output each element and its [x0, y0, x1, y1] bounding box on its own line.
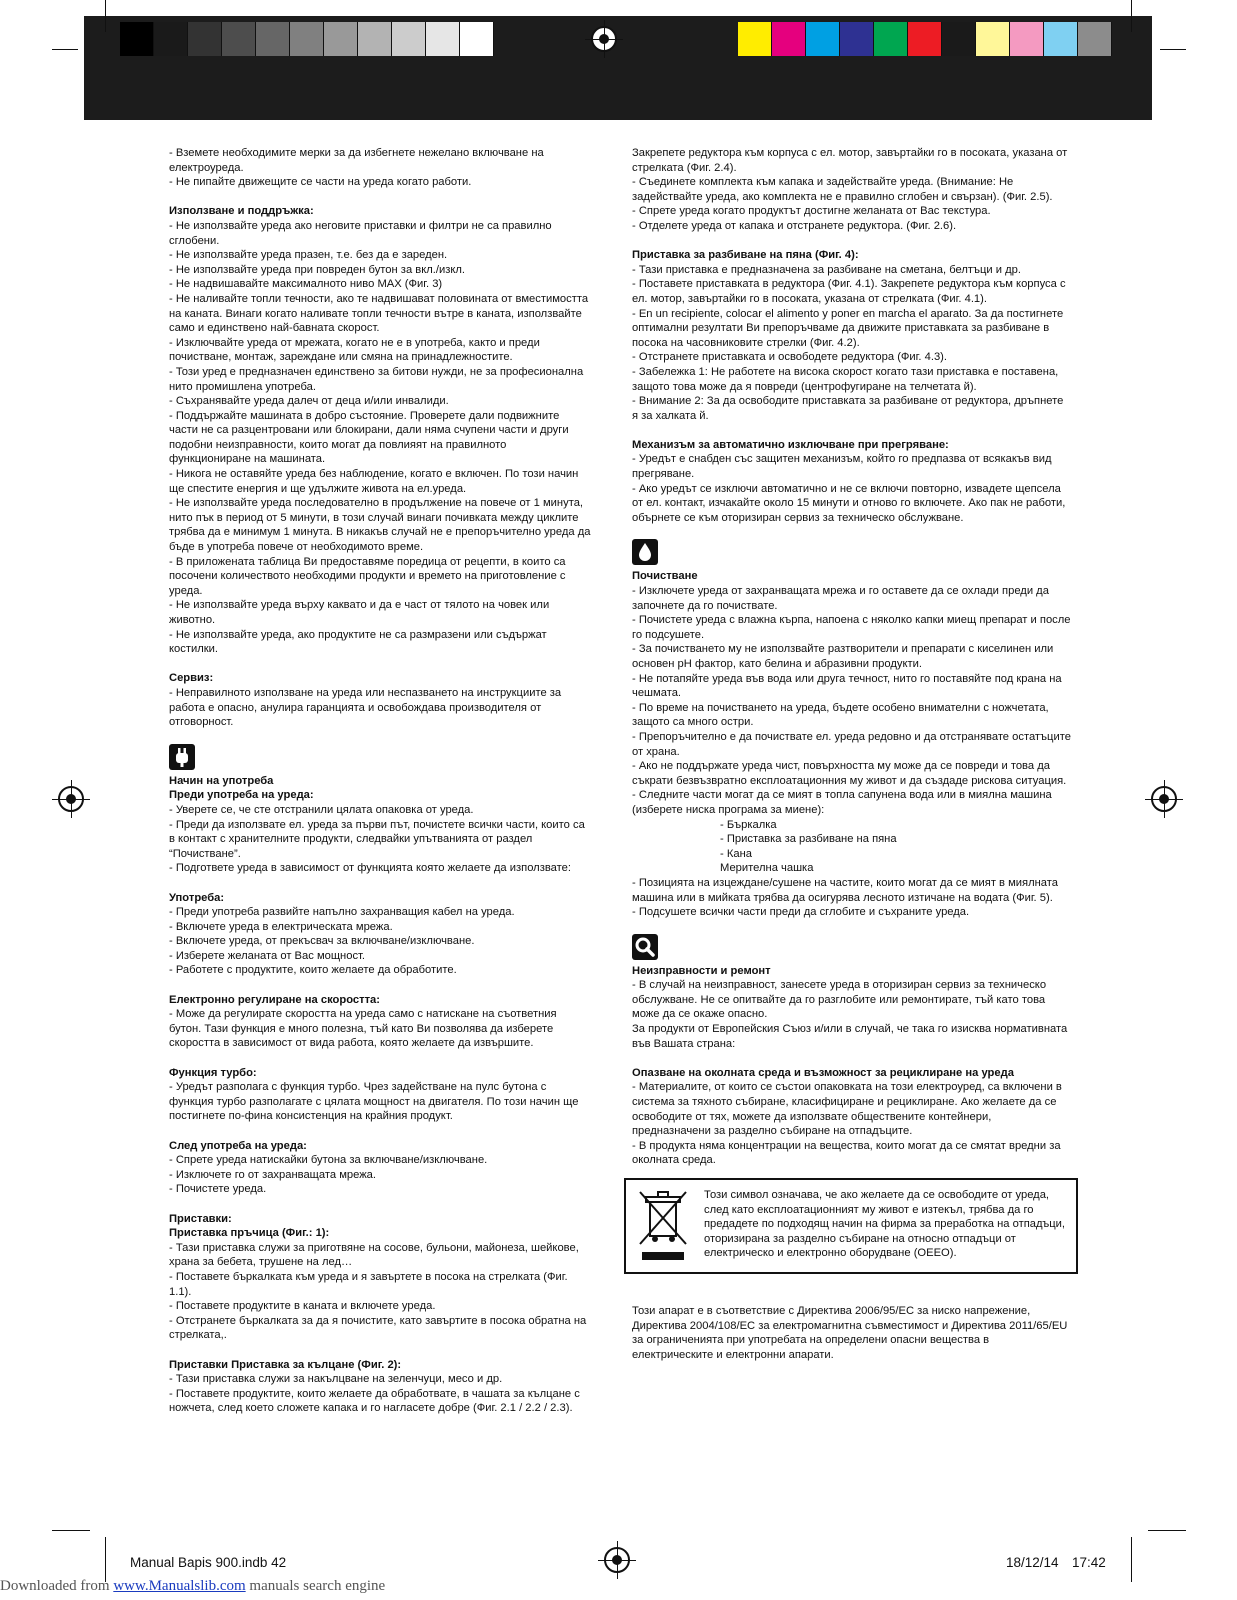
paragraph: - Изключете уреда от захранващата мрежа и го оставете да се охлади преди да започнете да го почиствате. — [632, 585, 1049, 612]
paragraph: - Може да регулирате скоростта на уреда само с натискане на съответния бутон. Тази функция е много полезна, тъй като Ви позволява да изберете скоростта в зависимост от вида работа, която желаете да извършите. — [169, 1008, 557, 1050]
paragraph: - Не наливайте топли течности, ако те надвишават половината от вместимостта на каната. Винаги когато наливате топли течности вътре в каната, използвайте само и единствено най-бавната скорост. — [169, 292, 589, 335]
paragraph: - Не използвайте уреда, ако продуктите не са размразени или съдържат костилки. — [169, 628, 547, 656]
color-swatch — [942, 22, 976, 56]
paragraph: - Изберете желаната от Вас мощност. — [169, 949, 366, 962]
paragraph: - В приложената таблица Ви предоставяме поредица от рецепти, в които са посочени количеството необходими продукти и времето на приготовление с уреда. — [169, 555, 566, 597]
paragraph: - Подгответе уреда в зависимост от функцията която желаете да използвате: — [169, 862, 571, 875]
paragraph: - Включете уреда в електрическата мрежа. — [169, 920, 393, 933]
section-heading: Електронно регулиране на скоростта: — [169, 993, 381, 1006]
paragraph: - Уверете се, че сте отстранили цялата опаковка от уреда. — [169, 803, 474, 816]
paragraph: - Преди употреба развийте напълно захранващия кабел на уреда. — [169, 906, 515, 919]
section-heading: Приставки: — [169, 1212, 232, 1225]
paragraph: - Изключвайте уреда от мрежата, когато не е в употреба, както и преди почистване, монтаж, зареждане или смяна на принадлежностите. — [169, 336, 540, 364]
section-heading: След употреба на уреда: — [169, 1139, 307, 1152]
paragraph: - Никога не оставяйте уреда без наблюдение, когато е включен. По този начин ще спестите енергия и ще удължите живота на ел.уреда. — [169, 468, 579, 495]
paragraph: - Отстранете бъркалката за да я почистите, като завъртите в посока обратна на стрелката,. — [169, 1314, 587, 1342]
paragraph: - Не използвайте уреда последователно в продължение на повече от 1 минута, нито пък в период от 5 минути, в този случай винаги почивката между циклите трябва да е минимум 1 минута. В никакъв случай не е препоръчително уреда да бъде в употреба повече от необходимото време. — [169, 497, 591, 554]
section-heading: Опазване на околната среда и възможност за рециклиране на уреда — [632, 1066, 1014, 1079]
paragraph: - Внимание 2: За да освободите приставката за разбиване от редуктора, дръпнете я за халката й. — [632, 395, 1064, 422]
crop-mark — [1148, 1530, 1186, 1531]
paragraph: - Не използвайте уреда върху каквато и да е част от тялото на човек или животно. — [169, 599, 550, 626]
crop-mark — [1131, 0, 1132, 32]
manualslib-link[interactable]: www.Manualslib.com — [113, 1578, 246, 1594]
paragraph: - Уредът е снабден със защитен механизъм, който го предпазва от всякакъв вид прегряване. — [632, 453, 1052, 481]
wrench-icon — [632, 934, 658, 960]
color-swatch — [874, 22, 908, 56]
paragraph: - Вземете необходимите мерки за да избегнете нежелано включване на електроуреда. — [169, 147, 544, 174]
color-swatch — [772, 22, 806, 56]
paragraph: - Спрете уреда когато продуктът достигне желаната от Вас текстура. — [632, 205, 991, 218]
paragraph: - Включете уреда, от прекъсвач за включване/изключване. — [169, 935, 475, 948]
paragraph: - Този уред е предназначен единствено за битови нужди, не за професионална нито промишлена употреба. — [169, 365, 584, 393]
color-swatch — [188, 22, 222, 56]
color-swatch — [840, 22, 874, 56]
color-swatch — [256, 22, 290, 56]
section-heading: Използване и поддръжка: — [169, 205, 314, 218]
paragraph: - Не потапяйте уреда във вода или друга течност, нито го поставяйте под крана на чешмата. — [632, 672, 1062, 700]
paragraph: - Поставете продуктите в каната и включете уреда. — [169, 1300, 436, 1313]
paragraph: - Забележка 1: Не работете на висока скорост когато тази приставка е поставена, защото това може да я повреди (центрофугиране на телчетата й). — [632, 365, 1059, 393]
registration-mark-icon — [604, 1547, 630, 1573]
paragraph: - В продукта няма концентрации на вещества, които могат да се смятат вредни за околната среда. — [632, 1139, 1061, 1167]
paragraph: - Не използвайте уреда ако неговите приставки и филтри не са правилно сглобени. — [169, 219, 552, 247]
paragraph: - Не пипайте движещите се части на уреда когато работи. — [169, 176, 472, 189]
paragraph: - Отстранете приставката и освободете редуктора (Фиг. 4.3). — [632, 351, 947, 364]
water-drop-icon — [632, 539, 658, 565]
color-swatch — [324, 22, 358, 56]
section-heading: Начин на употреба — [169, 774, 274, 787]
registration-mark-icon — [1151, 786, 1177, 812]
footer-time: 17:42 — [1072, 1555, 1106, 1570]
download-suffix: manuals search engine — [245, 1578, 386, 1594]
indented-list-item: - Приставка за разбиване на пяна — [720, 833, 897, 846]
paragraph: За продукти от Европейския Съюз и/или в случай, че така го изисква нормативната във Вашата страна: — [632, 1023, 1068, 1050]
paragraph: - Позицията на изцеждане/сушене на частите, които могат да се мият в миялната машина или в мийката трябва да осигурява лесното изтичане на водата (Фиг. 5). — [632, 876, 1058, 904]
crop-mark — [52, 49, 78, 50]
color-swatch — [154, 22, 188, 56]
paragraph: - Отделете уреда от капака и отстранете редуктора. (Фиг. 2.6). — [632, 219, 957, 232]
gray-swatch-strip — [120, 22, 494, 56]
crop-mark — [1131, 1537, 1132, 1582]
color-swatch — [460, 22, 494, 56]
section-heading: Приставка за разбиване на пяна (Фиг. 4): — [632, 249, 859, 262]
paragraph: - Ако не поддържате уреда чист, повърхността му може да се повреди и това да съкрати безвъзвратно експлоатационния му живот и да създаде рискова ситуация. — [632, 760, 1067, 787]
paragraph: - Почистете уреда. — [169, 1183, 267, 1196]
indented-list-item: - Бъркалка — [720, 818, 777, 831]
paragraph: - Подсушете всички части преди да сглобите и съхраните уреда. — [632, 906, 970, 919]
paragraph: - Почистете уреда с влажна кърпа, напоена с няколко капки миещ препарат и после го подсушете. — [632, 614, 1071, 641]
paragraph: - Ако уредът се изключи автоматично и не се включи повторно, извадете щепсела от ел. контакт, изчакайте около 15 минути и отново го включете. Ако пак не работи, обърнете се към оторизиран сервиз за техническо обслужване. — [632, 482, 1066, 524]
section-heading: Механизъм за автоматично изключване при прегряване: — [632, 438, 949, 451]
paragraph: - Тази приставка е предназначена за разбиване на сметана, белтъци и др. — [632, 263, 1021, 276]
right-text-flow — [632, 146, 1072, 1168]
color-swatch — [120, 22, 154, 56]
color-swatch — [1044, 22, 1078, 56]
color-swatch — [738, 22, 772, 56]
paragraph: - Съединете комплекта към капака и задействайте уреда. (Внимание: Не задействайте уреда, ако комплекта не е правилно сглобен и свързан). (Фиг. 2.5). — [632, 176, 1053, 203]
crop-mark — [1160, 49, 1186, 50]
color-swatch — [908, 22, 942, 56]
color-swatch — [806, 22, 840, 56]
color-swatch — [358, 22, 392, 56]
paragraph: - По време на почистването на уреда, бъдете особено внимателни с ножчетата, защото са много остри. — [632, 701, 1049, 729]
paragraph: - Следните части могат да се мият в топла сапунена вода или в миялна машина (изберете ниска програма за миене): — [632, 789, 1052, 816]
paragraph: - Поддържайте машината в добро състояние. Проверете дали подвижните части не са разцентровани или блокирани, дали няма счупени части и други подобни неизправности, които могат да повлияят на правилното функциониране на машината. — [169, 409, 569, 466]
paragraph: - В случай на неизправност, занесете уреда в оторизиран сервиз за техническо обслужване. Не се опитвайте да го разглобите или ремонтирате, тъй като това може да се окаже опасно. — [632, 979, 1047, 1021]
weee-notice-box — [624, 1178, 1078, 1274]
paragraph: - Работете с продуктите, които желаете да обработите. — [169, 964, 457, 977]
color-swatch-strip — [738, 22, 1112, 56]
section-heading: Преди употреба на уреда: — [169, 789, 314, 802]
color-swatch — [290, 22, 324, 56]
section-heading: Сервиз: — [169, 672, 214, 685]
paragraph: - Неправилното използване на уреда или неспазването на инструкциите за работа е опасно, анулира гаранцията и освобождава производителя от отговорност. — [169, 686, 562, 729]
indented-list-item: - Кана — [720, 847, 752, 860]
right-text-column — [632, 146, 1072, 1362]
registration-mark-icon — [58, 786, 84, 812]
color-swatch — [976, 22, 1010, 56]
compliance-text: Този апарат е в съответствие с Директива 2006/95/ЕС за ниско напрежение, Директива 2004/108/ЕС за електромагнитна съвместимост и Директива 2011/65/EU за ограниченията при употребата на определени опасни вещества в електрическите и електронни апарати. — [632, 1305, 1068, 1361]
paragraph: - Изключете го от захранващата мрежа. — [169, 1168, 377, 1181]
paragraph: - Не надвишавайте максималното ниво MAX (Фиг. 3) — [169, 278, 443, 291]
paragraph: - Поставете продуктите, които желаете да обработвате, в чашата за кълцане с ножчета, след което сложете капака и го нагласете добре (Фиг. 2.1 / 2.2 / 2.3). — [169, 1387, 580, 1415]
section-heading: Функция турбо: — [169, 1066, 257, 1079]
crossed-bin-icon — [636, 1188, 692, 1264]
paragraph: - Уредът разполага с функция турбо. Чрез задействане на пулс бутона с функция турбо разполагате с цялата мощност на двигателя. По този начин ще постигнете по-фина консистенция на крайния продукт. — [169, 1081, 579, 1123]
paragraph: - Поставете бъркалката към уреда и я завъртете в посока на стрелката (Фиг. 1.1). — [169, 1270, 568, 1298]
paragraph: - Тази приставка служи за накълцване на зеленчуци, месо и др. — [169, 1373, 503, 1386]
paragraph: - Преди да използвате ел. уреда за първи път, почистете всички части, които са в контакт с хранителните продукти, следвайки упътванията от раздел “Почистване”. — [169, 818, 585, 860]
download-prefix: Downloaded from — [0, 1578, 114, 1594]
download-note — [0, 1578, 385, 1595]
crop-mark — [52, 1530, 90, 1531]
paragraph: Закрепете редуктора към корпуса с ел. мотор, завъртайки го в посоката, указана от стрелката (Фиг. 2.4). — [632, 147, 1068, 174]
paragraph: - Поставете приставката в редуктора (Фиг. 4.1). Закрепете редуктора към корпуса с ел. мотор, завъртайки го в посоката, указана от стрелката (Фиг. 4.1). — [632, 278, 1066, 305]
crop-mark — [105, 1537, 106, 1582]
paragraph: - Препоръчително е да почиствате ел. уреда редовно и да отстранявате остатъците от храна. — [632, 730, 1071, 758]
crop-mark — [105, 0, 106, 32]
section-heading: Почистване — [632, 570, 698, 583]
paragraph: - Не използвайте уреда при повреден бутон за вкл./изкл. — [169, 263, 466, 276]
plug-icon — [169, 744, 195, 770]
weee-text: Този символ означава, че ако желаете да се освободите от уреда, след като експлоатационният му живот е изтекъл, трябва да го предадете по подходящ начин на фирма за преработка на отпадъци, оторизирана за разделно събиране на относно отпадъци от електрическо и електронно оборудване (ОЕЕО). — [704, 1189, 1066, 1260]
paragraph: - Материалите, от които се състои опаковката на този електроуред, са включени в система за тяхното събиране, класифициране и рециклиране. Ако желаете да се освободите от тях, можете да използвате обществените контейнери, предназначени за разделно събиране на отпадъците. — [632, 1081, 1062, 1138]
paragraph: - Съхранявайте уреда далеч от деца и/или инвалиди. — [169, 395, 449, 408]
color-swatch — [222, 22, 256, 56]
paragraph: - En un recipiente, colocar el alimento y poner en marcha el aparato. За да постигнете оптимални резултати Ви препоръчваме да движите приставката за разбиване в посока на часовниковите стрелки (Фиг. 4.2). — [632, 307, 1064, 349]
color-swatch — [426, 22, 460, 56]
section-heading: Употреба: — [169, 891, 225, 904]
registration-mark-icon — [591, 26, 617, 52]
color-swatch — [1078, 22, 1112, 56]
section-heading: Неизправности и ремонт — [632, 964, 771, 977]
paragraph: - За почистването му не използвайте разтворители и препарати с киселинен или основен pH фактор, като белина и абразивни продукти. — [632, 643, 1054, 670]
paragraph: - Не използвайте уреда празен, т.е. без да е зареден. — [169, 249, 448, 262]
color-swatch — [1010, 22, 1044, 56]
color-swatch — [392, 22, 426, 56]
paragraph: - Тази приставка служи за приготвяне на сосове, бульони, майонеза, шейкове, храна за бебета, трушене на лед… — [169, 1241, 579, 1269]
section-heading: Приставки Приставка за кълцане (Фиг. 2): — [169, 1358, 402, 1371]
indented-list-item: Мерителна чашка — [720, 862, 814, 875]
section-heading: Приставка пръчица (Фиг.: 1): — [169, 1227, 330, 1240]
footer-date: 18/12/14 — [1006, 1555, 1059, 1570]
paragraph: - Спрете уреда натискайки бутона за включване/изключване. — [169, 1154, 488, 1167]
left-text-column — [169, 146, 591, 1416]
footer-file-name: Manual Bapis 900.indb 42 — [130, 1555, 287, 1570]
